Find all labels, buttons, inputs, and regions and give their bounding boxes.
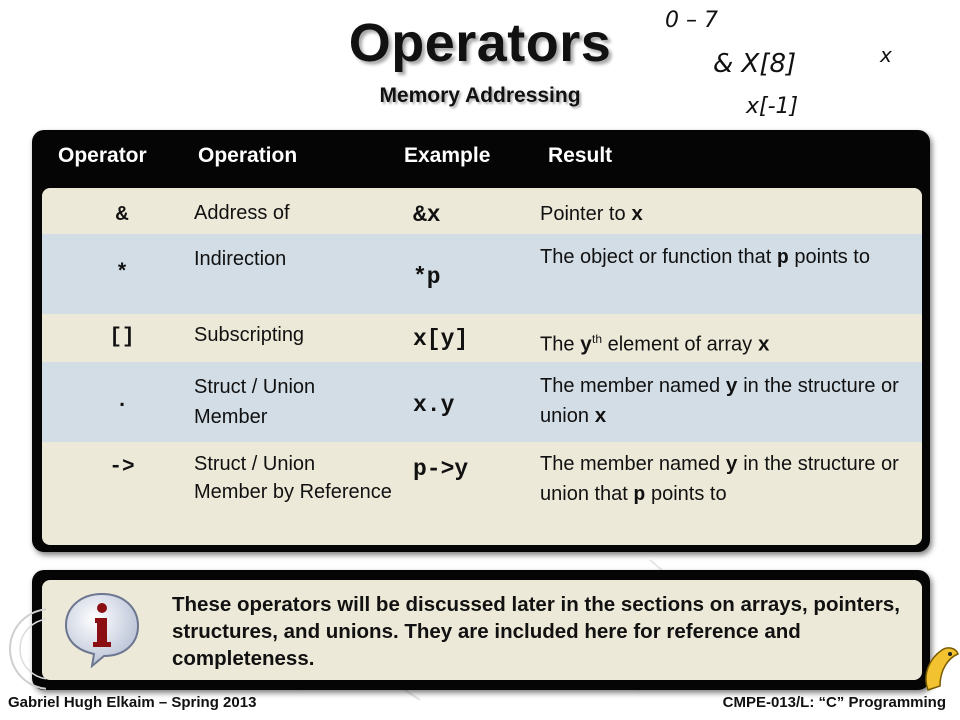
table-row [42, 314, 922, 362]
annotation-range: 0 – 7 [665, 8, 718, 33]
row-operator: * [115, 262, 129, 285]
row-result: Pointer to x [540, 203, 644, 227]
row-example: *p [413, 264, 441, 290]
header-operator: Operator [58, 144, 147, 167]
footer-author: Gabriel Hugh Elkaim – Spring 2013 [8, 694, 257, 711]
header-result: Result [548, 144, 613, 167]
row-example: x.y [413, 392, 455, 418]
operators-table-body [42, 188, 922, 545]
table-row [42, 188, 922, 234]
row-result: The $y^{th}$ element of array x [540, 332, 770, 358]
row-operation: Subscripting [194, 324, 305, 346]
info-icon [62, 590, 142, 668]
row-result: The member named y in the structure or union that p points to [540, 453, 899, 507]
row-operator: -> [109, 456, 135, 479]
row-example: x[y] [413, 326, 469, 352]
row-result: The object or function that p points to [540, 246, 870, 270]
slide-title: Operators [348, 13, 612, 73]
footer-course: CMPE-013/L: “C” Programming [722, 694, 946, 711]
annotation-negative-index: x[-1] [746, 94, 799, 119]
annotation-address-of-array: & X[8] [713, 49, 797, 79]
row-result: The member named y in the structure or union x [540, 375, 899, 429]
row-operator: [] [109, 326, 135, 349]
annotation-x: x [880, 43, 892, 67]
row-operation: Struct / Union Member [194, 376, 316, 428]
row-example: &x [413, 202, 441, 228]
table-row [42, 234, 922, 314]
row-operator: & [115, 204, 129, 227]
header-operation: Operation [198, 144, 298, 167]
slide-subtitle: Memory Addressing [379, 84, 581, 107]
table-header [32, 138, 930, 178]
table-row [42, 442, 922, 545]
row-example: p->y [413, 456, 469, 482]
header-example: Example [404, 144, 491, 167]
table-row [42, 362, 922, 442]
row-operation: Address of [194, 202, 290, 224]
row-operator: . [115, 390, 129, 413]
row-operation: Struct / Union Member by Reference [194, 453, 392, 503]
banana-slug-mascot-icon [918, 640, 960, 696]
info-note-text: These operators will be discussed later in the sections on arrays, pointers, structures, and unions. They are included here for reference and completeness. [172, 593, 900, 670]
university-seal-icon [6, 606, 46, 692]
row-operation: Indirection [194, 248, 287, 270]
